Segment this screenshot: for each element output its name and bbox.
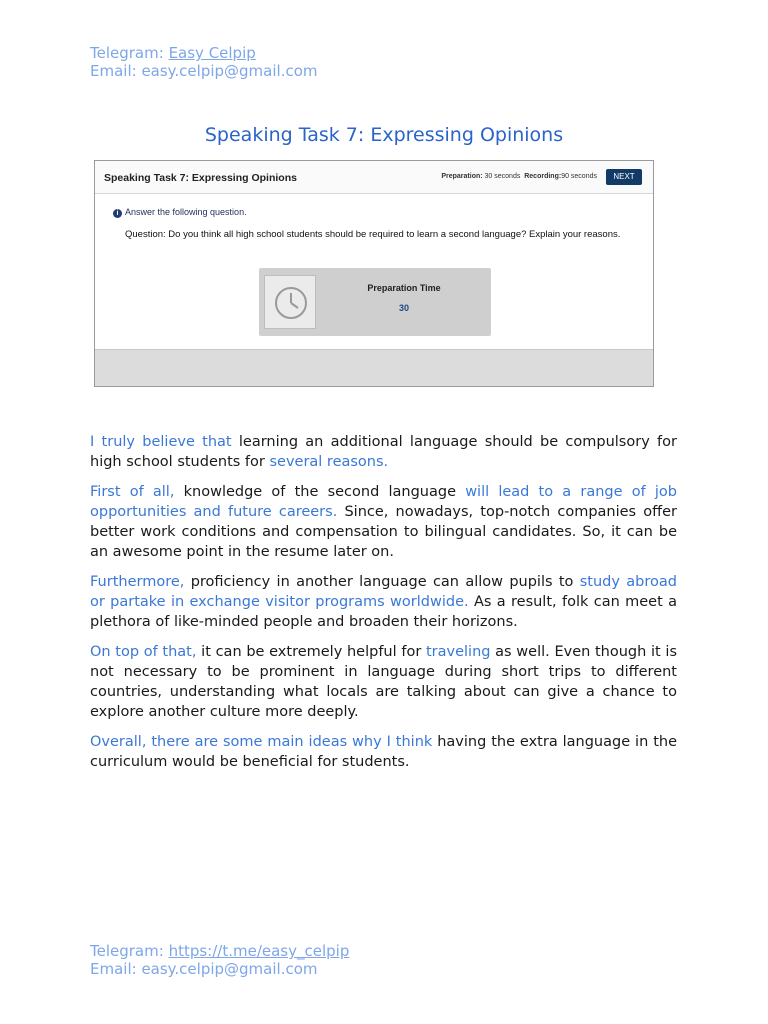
phrase-highlight: First of all, bbox=[90, 484, 175, 500]
phrase-highlight: On top of that, bbox=[90, 644, 197, 660]
timing-info bbox=[441, 173, 597, 180]
paragraph-4 bbox=[90, 642, 677, 722]
instruction bbox=[113, 207, 247, 218]
telegram-link[interactable]: Easy Celpip bbox=[168, 44, 256, 62]
page-title: Speaking Task 7: Expressing Opinions bbox=[204, 124, 564, 146]
answer-text bbox=[90, 432, 677, 782]
screenshot-title: Speaking Task 7: Expressing Opinions bbox=[104, 172, 297, 184]
phrase-text: Since, nowadays, top-notch companies offer better work conditions and compensation to bilingual candidates. So, it can be an awesome point in the resume later on. bbox=[90, 504, 677, 560]
clock-tile bbox=[264, 275, 316, 329]
phrase-highlight: Overall, there are some main ideas why I think bbox=[90, 734, 433, 750]
prep-time-value: 30 bbox=[398, 303, 409, 313]
preparation-label: Preparation: bbox=[441, 173, 483, 180]
paragraph-2 bbox=[90, 482, 677, 562]
next-button[interactable]: NEXT bbox=[606, 169, 642, 185]
phrase-highlight: traveling bbox=[425, 644, 491, 660]
telegram-link[interactable]: https://t.me/easy_celpip bbox=[168, 942, 350, 960]
paragraph-5 bbox=[90, 732, 677, 772]
info-icon: i bbox=[113, 209, 122, 218]
recording-value: 90 seconds bbox=[561, 173, 597, 180]
preparation-value: 30 seconds bbox=[484, 173, 521, 180]
phrase-highlight: several reasons. bbox=[269, 454, 389, 470]
phrase-highlight: I truly believe that bbox=[90, 434, 232, 450]
telegram-line bbox=[90, 942, 349, 960]
phrase-highlight: study abroad or partake in exchange visitor programs worldwide. bbox=[90, 574, 677, 610]
phrase-highlight: will lead to a range of job opportunities and future careers. bbox=[90, 484, 678, 520]
phrase-text: having the extra language in the curriculum would be beneficial for students. bbox=[90, 734, 677, 770]
phrase-highlight: Furthermore, bbox=[90, 574, 185, 590]
screenshot-footer bbox=[95, 349, 653, 387]
screenshot-header bbox=[95, 161, 653, 194]
footer-contact bbox=[90, 942, 349, 978]
instruction-text: Answer the following question. bbox=[125, 207, 247, 217]
task-screenshot bbox=[94, 160, 654, 387]
prep-time-label: Preparation Time bbox=[367, 283, 441, 293]
preparation-timer bbox=[259, 268, 491, 336]
paragraph-3 bbox=[90, 572, 677, 632]
header-contact bbox=[90, 44, 318, 80]
email-line: Email: easy.celpip@gmail.com bbox=[90, 62, 318, 80]
recording-label: Recording: bbox=[524, 173, 562, 180]
telegram-line bbox=[90, 44, 318, 62]
phrase-text: it can be extremely helpful for bbox=[196, 644, 426, 660]
phrase-text: proficiency in another language can allow pupils to bbox=[184, 574, 580, 590]
telegram-label: Telegram: bbox=[90, 942, 169, 960]
phrase-text: knowledge of the second language bbox=[174, 484, 466, 500]
question-text: Question: Do you think all high school students should be required to learn a second language? Explain your reasons. bbox=[125, 229, 621, 240]
clock-icon bbox=[274, 286, 308, 320]
phrase-text: As a result, folk can meet a plethora of like-minded people and broaden their horizons. bbox=[90, 594, 677, 630]
paragraph-1 bbox=[90, 432, 677, 472]
email-line: Email: easy.celpip@gmail.com bbox=[90, 960, 318, 978]
phrase-text: as well. Even though it is not necessary to be prominent in language during short trips to different countries, understanding what locals are talking about can give a chance to explore another culture more deeply. bbox=[90, 644, 678, 720]
phrase-text: learning an additional language should be compulsory for high school students for bbox=[90, 434, 677, 470]
telegram-label: Telegram: bbox=[90, 44, 169, 62]
